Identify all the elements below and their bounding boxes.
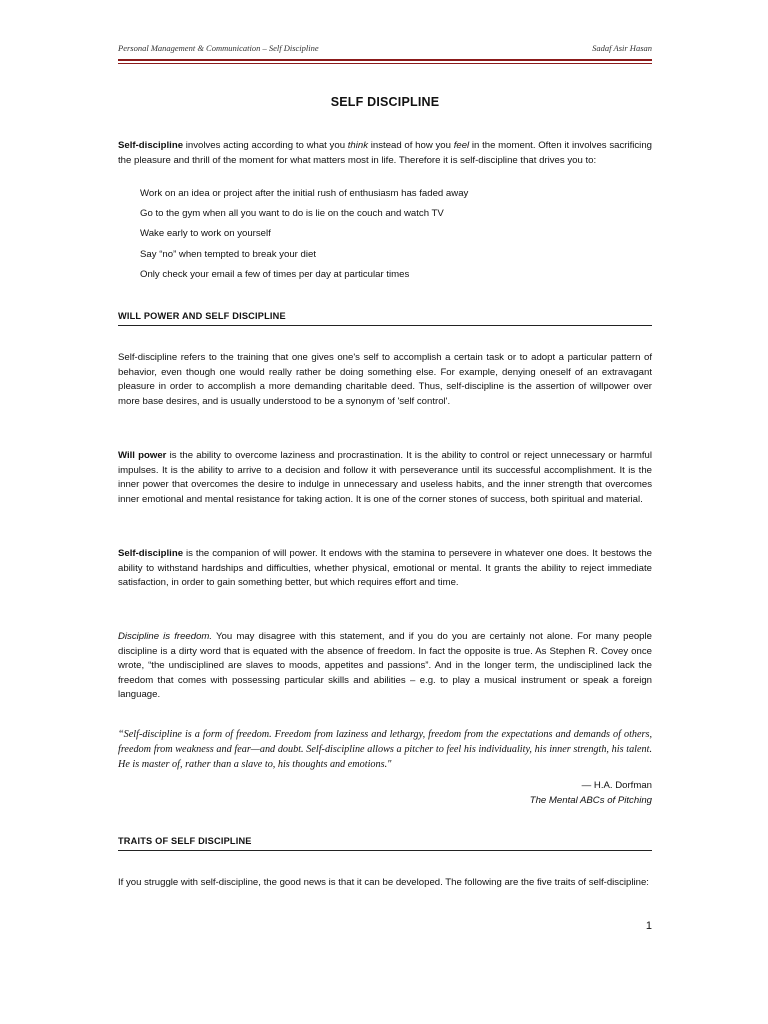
page-header xyxy=(118,43,652,57)
list-item: Only check your email a few of times per day at particular times xyxy=(140,268,410,280)
section-heading-traits: TRAITS OF SELF DISCIPLINE xyxy=(118,836,252,846)
attribution-book: The Mental ABCs of Pitching xyxy=(529,794,652,806)
willpower-paragraph-3: Self-discipline is the companion of will power. It endows with the stamina to persevere in whatever one does. It bestows the ability to withstand hardships and difficulties, whether physical, emotional or mental. It grants the ability to reject immediate satisfaction, in order to gain something better, but which requires effort and time. xyxy=(118,548,652,589)
traits-paragraph: If you struggle with self-discipline, the good news is that it can be developed. The following are the five traits of self-discipline: xyxy=(118,877,649,888)
list-item: Work on an idea or project after the initial rush of enthusiasm has faded away xyxy=(140,188,469,199)
attribution-author: — H.A. Dorfman xyxy=(581,780,652,791)
list-item: Go to the gym when all you want to do is lie on the couch and watch TV xyxy=(140,208,444,220)
intro-think: think xyxy=(347,140,369,151)
willpower-paragraph-2: Will power is the ability to overcome laziness and procrastination. It is the ability to control or reject unnecessary or harmful impulses. It is the ability to arrive to a decision and follow it with perseverance until its successful accomplishment. It is the inner power that overcomes the desire to indulge in unnecessary and useless habits, and the inner strength that overcomes inner emotional and mental resistance for taking action. It is one of the corner stones of success, both spiritual and material. xyxy=(118,450,652,505)
section-rule xyxy=(118,325,652,326)
page-title: SELF DISCIPLINE xyxy=(330,95,440,109)
willpower-paragraph-1: Self-discipline refers to the training that one gives one's self to accomplish a certain task or to adopt a particular pattern of behavior, even though one would really rather be doing something else. For example, denying oneself of an extravagant pleasure in order to accomplish a more demanding charitable deed. Thus, self-discipline is the assertion of willpower over more base desires, and is usually understood to be a synonym of 'self control'. xyxy=(118,352,652,407)
section-rule xyxy=(118,850,652,851)
drives-list xyxy=(140,187,650,288)
intro-paragraph: Self-discipline involves acting according to what you think instead of how you feel in the moment. Often it involves sacrificing the pleasure and thrill of the moment for what matters most in life. Therefore it is self-discipline that drives you to: xyxy=(118,140,652,166)
header-rule xyxy=(118,59,652,61)
intro-term: Self-discipline xyxy=(118,140,184,151)
quote-attribution xyxy=(118,779,652,808)
header-left: Personal Management & Communication – Self Discipline xyxy=(118,43,319,53)
header-author: Sadaf Asir Hasan xyxy=(592,43,652,53)
dorfman-quote: “Self-discipline is a form of freedom. Freedom from laziness and lethargy, freedom from the expectations and demands of others, freedom from weakness and fear—and doubt. Self-discipline allows a pitcher to feel his individuality, his inner strength, his talent. He is master of, rather than a slave to, his thoughts and emotions." xyxy=(118,729,652,770)
list-item: Wake early to work on yourself xyxy=(140,228,271,240)
header-rule-thin xyxy=(118,63,652,64)
document-page xyxy=(118,0,652,1024)
page-number: 1 xyxy=(645,920,652,932)
intro-feel: feel xyxy=(453,140,470,151)
section-heading-willpower: WILL POWER AND SELF DISCIPLINE xyxy=(118,311,286,321)
list-item: Say “no” when tempted to break your diet xyxy=(140,248,316,260)
willpower-paragraph-4: Discipline is freedom. You may disagree with this statement, and if you do you are certainly not alone. For many people discipline is a dirty word that is equated with the absence of freedom. In fact the opposite is true. As Stephen R. Covey once wrote, “the undisciplined are slaves to moods, appetites and passions”. And in the longer term, the undisciplined lack the freedom that comes with possessing particular skills and abilities – e.g. to play a musical instrument or speak a foreign language. xyxy=(118,631,652,701)
